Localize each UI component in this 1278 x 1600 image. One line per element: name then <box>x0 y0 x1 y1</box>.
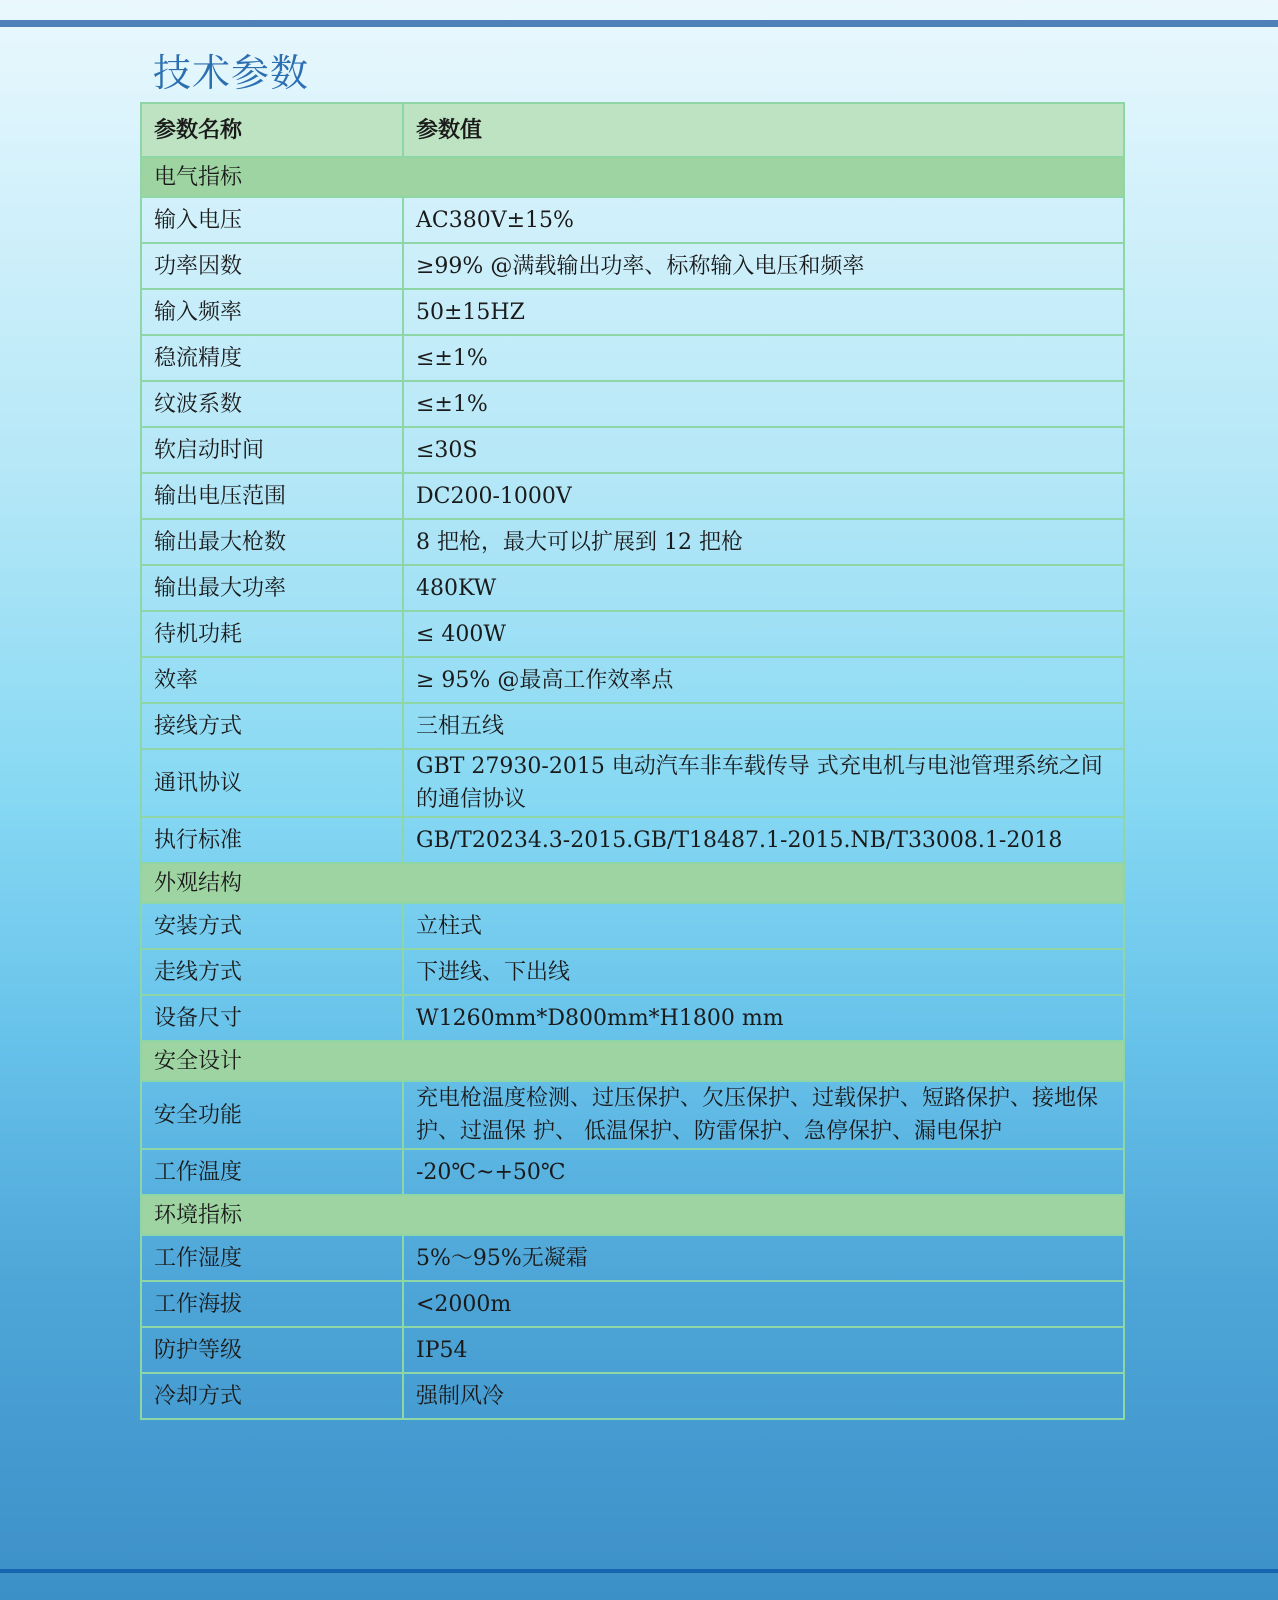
param-name: 输入频率 <box>141 289 403 335</box>
table-row <box>141 565 1124 611</box>
param-value: <2000m <box>403 1281 1124 1327</box>
param-name: 功率因数 <box>141 243 403 289</box>
table-row <box>141 335 1124 381</box>
table-row <box>141 197 1124 243</box>
param-name: 输出最大功率 <box>141 565 403 611</box>
param-value: 480KW <box>403 565 1124 611</box>
param-value: ≥ 95% @最高工作效率点 <box>403 657 1124 703</box>
table-header-row <box>141 103 1124 157</box>
bottom-rule <box>0 1569 1278 1573</box>
header-param-value: 参数值 <box>403 103 1124 157</box>
table-row <box>141 611 1124 657</box>
table-row <box>141 381 1124 427</box>
section-header-row <box>141 157 1124 197</box>
param-value: 强制风冷 <box>403 1373 1124 1419</box>
param-name: 走线方式 <box>141 949 403 995</box>
param-value: 三相五线 <box>403 703 1124 749</box>
table-row <box>141 1149 1124 1195</box>
param-name: 待机功耗 <box>141 611 403 657</box>
param-value: IP54 <box>403 1327 1124 1373</box>
table-row <box>141 657 1124 703</box>
param-name: 执行标准 <box>141 817 403 863</box>
param-value: 50±15HZ <box>403 289 1124 335</box>
top-rule <box>0 20 1278 27</box>
param-name: 安全功能 <box>141 1081 403 1149</box>
param-value: DC200-1000V <box>403 473 1124 519</box>
section-title: 电气指标 <box>141 157 1124 197</box>
table-row <box>141 289 1124 335</box>
param-value: GBT 27930-2015 电动汽车非车载传导 式充电机与电池管理系统之间的通信协议 <box>403 749 1124 817</box>
section-header-row <box>141 1195 1124 1235</box>
section-header-row <box>141 1041 1124 1081</box>
param-value: 8 把枪，最大可以扩展到 12 把枪 <box>403 519 1124 565</box>
param-name: 输出电压范围 <box>141 473 403 519</box>
param-value: 5%～95%无凝霜 <box>403 1235 1124 1281</box>
param-value: 立柱式 <box>403 903 1124 949</box>
spec-table <box>140 102 1125 1420</box>
param-value: 充电枪温度检测、过压保护、欠压保护、过载保护、短路保护、接地保护、过温保 护、 低温保护、防雷保护、急停保护、漏电保护 <box>403 1081 1124 1149</box>
table-row <box>141 1327 1124 1373</box>
table-row <box>141 427 1124 473</box>
param-value: ≤ 400W <box>403 611 1124 657</box>
header-param-name: 参数名称 <box>141 103 403 157</box>
param-value: ≤±1% <box>403 335 1124 381</box>
param-name: 防护等级 <box>141 1327 403 1373</box>
param-name: 输入电压 <box>141 197 403 243</box>
param-value: -20℃~+50℃ <box>403 1149 1124 1195</box>
table-row <box>141 1081 1124 1149</box>
param-name: 工作海拔 <box>141 1281 403 1327</box>
param-name: 冷却方式 <box>141 1373 403 1419</box>
table-row <box>141 1235 1124 1281</box>
param-value: W1260mm*D800mm*H1800 mm <box>403 995 1124 1041</box>
param-value: ≤±1% <box>403 381 1124 427</box>
table-row <box>141 749 1124 817</box>
param-name: 纹波系数 <box>141 381 403 427</box>
param-name: 工作温度 <box>141 1149 403 1195</box>
param-name: 安装方式 <box>141 903 403 949</box>
table-row <box>141 243 1124 289</box>
param-name: 稳流精度 <box>141 335 403 381</box>
param-value: 下进线、下出线 <box>403 949 1124 995</box>
param-name: 工作湿度 <box>141 1235 403 1281</box>
param-value: AC380V±15% <box>403 197 1124 243</box>
section-title: 安全设计 <box>141 1041 1124 1081</box>
param-name: 设备尺寸 <box>141 995 403 1041</box>
section-header-row <box>141 863 1124 903</box>
param-name: 软启动时间 <box>141 427 403 473</box>
param-value: ≤30S <box>403 427 1124 473</box>
table-row <box>141 817 1124 863</box>
param-name: 输出最大枪数 <box>141 519 403 565</box>
table-row <box>141 903 1124 949</box>
section-title: 环境指标 <box>141 1195 1124 1235</box>
page-title: 技术参数 <box>153 51 310 95</box>
table-row <box>141 949 1124 995</box>
param-name: 接线方式 <box>141 703 403 749</box>
table-row <box>141 1373 1124 1419</box>
section-title: 外观结构 <box>141 863 1124 903</box>
param-name: 通讯协议 <box>141 749 403 817</box>
table-row <box>141 473 1124 519</box>
param-value: GB/T20234.3-2015.GB/T18487.1-2015.NB/T33008.1-2018 <box>403 817 1124 863</box>
table-row <box>141 995 1124 1041</box>
param-value: ≥99% @满载输出功率、标称输入电压和频率 <box>403 243 1124 289</box>
table-row <box>141 1281 1124 1327</box>
table-row <box>141 519 1124 565</box>
table-row <box>141 703 1124 749</box>
param-name: 效率 <box>141 657 403 703</box>
